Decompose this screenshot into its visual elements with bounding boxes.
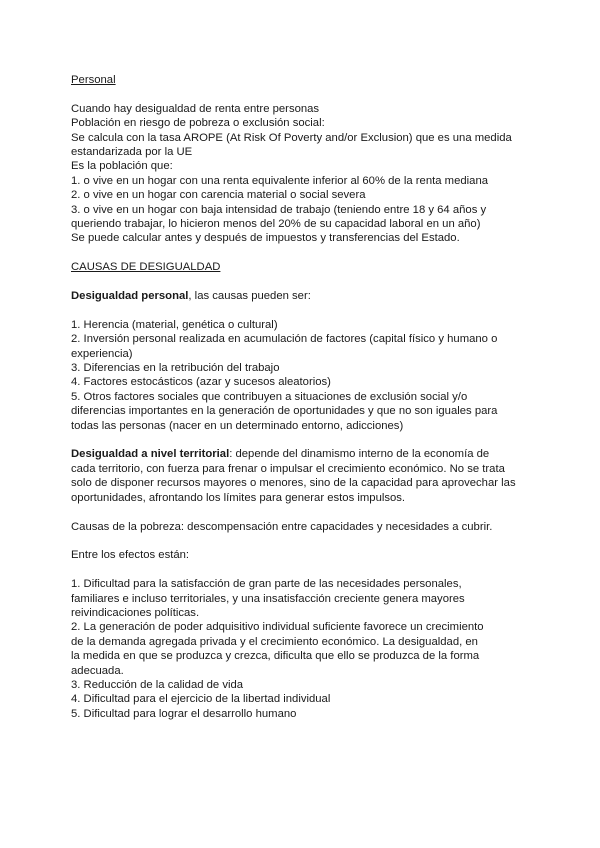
spacer xyxy=(71,505,531,519)
text-run: , las causas pueden ser: xyxy=(188,290,311,303)
text-line: Cuando hay desigualdad de renta entre personas xyxy=(71,102,320,115)
list-item: 1. o vive en un hogar con una renta equivalente inferior al 60% de la renta mediana xyxy=(71,174,489,187)
list-item: 3. o vive en un hogar con baja intensidad de trabajo (teniendo entre 18 y 64 años y xyxy=(71,203,487,216)
list-item: de la demanda agregada privada y el crecimiento económico. La desigualdad, en xyxy=(71,635,478,648)
text-run: : depende del dinamismo interno de la economía de xyxy=(229,448,490,461)
paragraph-desigualdad-personal xyxy=(71,289,531,303)
list-item: 2. Inversión personal realizada en acumulación de factores (capital físico y humano o xyxy=(71,333,498,346)
text-line: Población en riesgo de pobreza o exclusión social: xyxy=(71,117,325,130)
list-item: 3. Diferencias en la retribución del trabajo xyxy=(71,362,280,375)
spacer xyxy=(71,303,531,317)
text-line: cada territorio, con fuerza para frenar o impulsar el crecimiento económico. No se trata xyxy=(71,462,505,475)
document-page xyxy=(71,73,531,721)
section-heading-personal: Personal xyxy=(71,74,116,86)
list-item: 1. Herencia (material, genética o cultural) xyxy=(71,318,278,331)
list-item: reivindicaciones políticas. xyxy=(71,606,200,619)
text-line: oportunidades, afrontando los límites para generar estos impulsos. xyxy=(71,491,406,504)
bold-term: Desigualdad a nivel territorial xyxy=(71,448,230,461)
list-item: 5. Dificultad para lograr el desarrollo humano xyxy=(71,707,297,720)
bold-term: Desigualdad personal xyxy=(71,290,189,303)
text-line: solo de disponer recursos mayores o menores, sino de la capacidad para aprovechar las xyxy=(71,477,516,490)
spacer xyxy=(71,534,531,548)
text-line: Se puede calcular antes y después de impuestos y transferencias del Estado. xyxy=(71,232,460,245)
list-item: experiencia) xyxy=(71,347,133,360)
list-item: 2. La generación de poder adquisitivo individual suficiente favorece un crecimiento xyxy=(71,621,484,634)
list-item: la medida en que se produzca y crezca, dificulta que ello se produzca de la forma xyxy=(71,650,480,663)
spacer xyxy=(71,246,531,260)
list-item: todas las personas (nacer en un determinado entorno, adicciones) xyxy=(71,419,404,432)
section-heading-causas: CAUSAS DE DESIGUALDAD xyxy=(71,261,221,274)
spacer xyxy=(71,275,531,289)
text-line: Se calcula con la tasa AROPE (At Risk Of Poverty and/or Exclusion) que es una medida xyxy=(71,131,512,144)
list-item: 1. Dificultad para la satisfacción de gran parte de las necesidades personales, xyxy=(71,578,462,591)
text-line: estandarizada por la UE xyxy=(71,146,193,159)
spacer xyxy=(71,87,531,101)
paragraph-desigualdad-territorial xyxy=(71,447,531,461)
list-item: 2. o vive en un hogar con carencia material o social severa xyxy=(71,189,366,202)
list-item: 5. Otros factores sociales que contribuyen a situaciones de exclusión social y/o xyxy=(71,390,468,403)
spacer xyxy=(71,433,531,447)
list-item: diferencias importantes en la generación de oportunidades y que no son iguales para xyxy=(71,405,498,418)
list-item: adecuada. xyxy=(71,664,124,677)
list-item: 4. Factores estocásticos (azar y sucesos aleatorios) xyxy=(71,376,331,389)
text-line-efectos: Entre los efectos están: xyxy=(71,549,190,562)
list-item: 4. Dificultad para el ejercicio de la libertad individual xyxy=(71,693,331,706)
spacer xyxy=(71,563,531,577)
list-item: familiares e incluso territoriales, y una insatisfacción creciente genera mayores xyxy=(71,592,465,605)
text-line-pobreza: Causas de la pobreza: descompensación entre capacidades y necesidades a cubrir. xyxy=(71,520,493,533)
list-item: queriendo trabajar, lo hicieron menos del 20% de su capacidad laboral en un año) xyxy=(71,218,481,231)
text-line: Es la población que: xyxy=(71,160,173,173)
list-item: 3. Reducción de la calidad de vida xyxy=(71,678,244,691)
